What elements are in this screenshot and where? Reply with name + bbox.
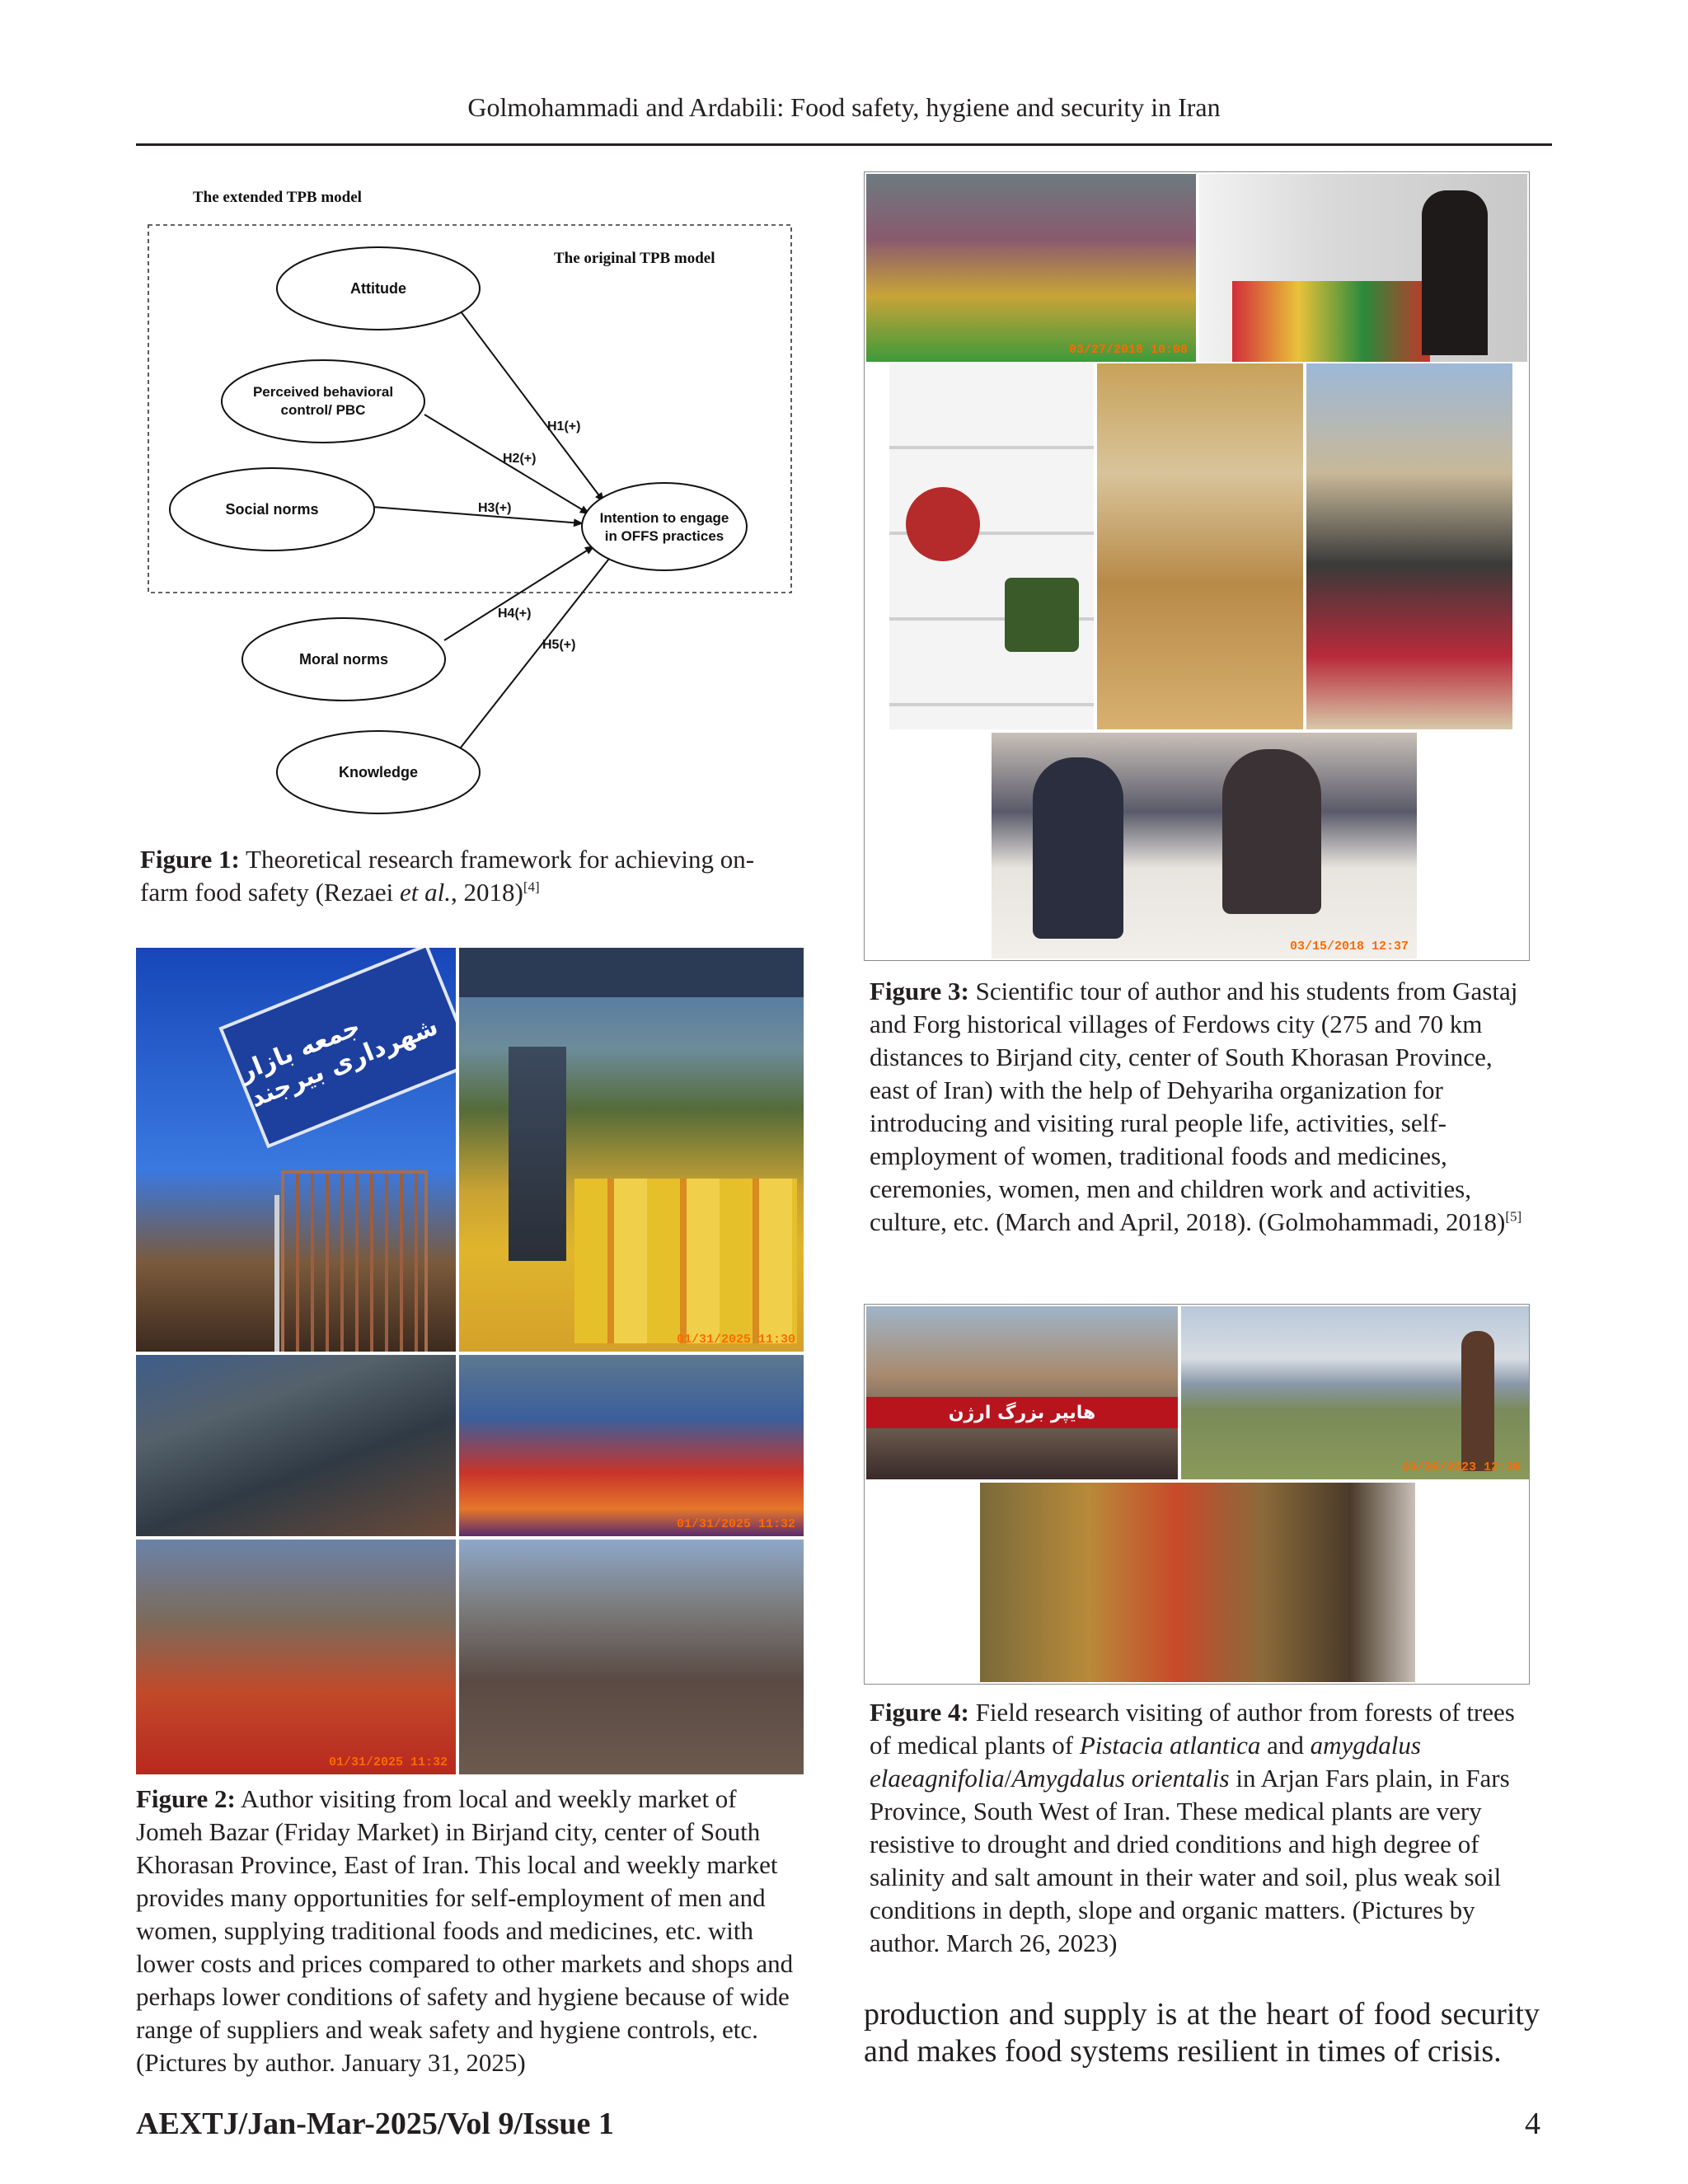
photo-shop-front bbox=[866, 1306, 1178, 1479]
market-gate bbox=[281, 1170, 428, 1352]
arrow-h4 bbox=[444, 546, 593, 640]
photo-vegetables bbox=[459, 1355, 804, 1536]
photo-traditional-foods bbox=[1097, 363, 1303, 729]
photo-seeds-sacks bbox=[980, 1483, 1415, 1682]
market-sign-board bbox=[218, 948, 456, 1148]
node-intention bbox=[582, 483, 747, 570]
figure1-caption bbox=[140, 843, 799, 909]
original-model-title: The original TPB model bbox=[554, 250, 715, 267]
figure1-caption-ref: [4] bbox=[523, 879, 540, 895]
figure2-caption-label: Figure 2: bbox=[136, 1784, 236, 1813]
figure4-caption-text4: in Arjan Fars plain, in Fars Province, South West of Iran. These medical plants are very resistive to drought and dried conditions and high degree of salinity and salt amount in their water and soil, plus weak soil conditions in depth, slope and organic matters. (Pictures by author. March 26, 2023) bbox=[870, 1764, 1510, 1957]
photo-forest-plain bbox=[1181, 1306, 1529, 1479]
shop-sign-board bbox=[866, 1397, 1178, 1428]
figure4-collage bbox=[864, 1304, 1530, 1685]
stamp-fig2-a: 01/31/2025 11:30 bbox=[676, 1333, 795, 1347]
node-pbc bbox=[222, 360, 424, 443]
body-paragraph: production and supply is at the heart of food security and makes food systems resilient in times of crisis. bbox=[864, 1997, 1540, 2069]
header-rule bbox=[136, 143, 1552, 146]
photo-herbs-vendor bbox=[136, 1355, 456, 1536]
photo-dates-stalls bbox=[459, 1540, 804, 1774]
photo-market-sign bbox=[136, 948, 456, 1352]
label-attitude: Attitude bbox=[350, 280, 406, 297]
stall-roof bbox=[459, 948, 804, 997]
hyp-h2: H2(+) bbox=[503, 452, 537, 466]
hyp-h4: H4(+) bbox=[498, 607, 532, 621]
woman-a bbox=[1033, 757, 1123, 939]
figure2-caption-text: Author visiting from local and weekly market of Jomeh Bazar (Friday Market) in Birjand city, center of South Khorasan Province, East of Iran. This local and weekly market provides many opportunities for self-employment of men and women, supplying traditional foods and medicines, etc. with lower costs and prices compared to other markets and shops and perhaps lower conditions of safety and hygiene because of wide range of suppliers and weak safety and hygiene controls, etc. (Pictures by author. January 31, 2025) bbox=[136, 1784, 794, 2077]
figure4-caption-italic1: Pistacia atlantica bbox=[1079, 1731, 1261, 1760]
stamp-fig3-a: 03/27/2018 10:08 bbox=[1068, 343, 1188, 357]
figure4-caption-label: Figure 4: bbox=[870, 1698, 969, 1727]
stamp-fig3-b: 03/15/2018 12:37 bbox=[1289, 940, 1409, 954]
figure1-caption-text2: , 2018) bbox=[451, 878, 523, 907]
figure4-caption-text3: / bbox=[1004, 1764, 1012, 1793]
extended-model-title: The extended TPB model bbox=[193, 189, 362, 206]
label-intention-1: Intention to engage bbox=[599, 510, 729, 526]
figure1-caption-label: Figure 1: bbox=[140, 845, 240, 874]
photo-foods-table bbox=[1199, 174, 1527, 362]
footer-page-number: 4 bbox=[1525, 2107, 1540, 2141]
author-in-field bbox=[1461, 1331, 1494, 1471]
market-sign-text: جمعه بازار شهرداری بیرجند bbox=[235, 1011, 443, 1114]
food-display bbox=[1232, 281, 1430, 362]
figure4-caption-text2: and bbox=[1260, 1731, 1311, 1760]
hyp-h3: H3(+) bbox=[478, 501, 512, 515]
container-label-a bbox=[906, 487, 980, 561]
arrow-h1 bbox=[461, 312, 603, 501]
sign-pole bbox=[274, 1195, 279, 1352]
label-pbc-2: control/ PBC bbox=[280, 402, 366, 418]
label-pbc-1: Perceived behavioral bbox=[252, 384, 394, 400]
figure3-collage bbox=[864, 171, 1530, 961]
footer-journal: AEXTJ/Jan-Mar-2025/Vol 9/Issue 1 bbox=[136, 2107, 614, 2141]
arrow-h3 bbox=[373, 507, 582, 523]
woman-standing bbox=[1422, 190, 1488, 355]
container-herbs bbox=[1005, 578, 1079, 652]
label-knowledge: Knowledge bbox=[338, 764, 419, 780]
fruit-crates bbox=[574, 1179, 797, 1343]
author-standing bbox=[509, 1047, 566, 1261]
label-intention-2: in OFFS practices bbox=[604, 528, 724, 544]
photo-women-weaving bbox=[866, 174, 1196, 362]
figure2-caption bbox=[136, 1783, 808, 2079]
tpb-model-svg bbox=[142, 177, 808, 828]
figure4-caption-italic2: amygdalus elaeagnifolia bbox=[870, 1731, 1421, 1793]
stamp-fig4: 03/26/2023 12:30 bbox=[1401, 1460, 1521, 1474]
figure2-collage bbox=[136, 948, 804, 1774]
label-social-norms: Social norms bbox=[225, 501, 319, 518]
figure3-caption-ref: [5] bbox=[1505, 1208, 1522, 1225]
stamp-fig2-b: 01/31/2025 11:32 bbox=[676, 1517, 795, 1531]
figure1-caption-text1: Theoretical research framework for achieving on-farm food safety (Rezaei bbox=[140, 845, 755, 907]
photo-tomatoes bbox=[136, 1540, 456, 1774]
figure1-caption-italic: et al. bbox=[400, 878, 452, 907]
figure3-caption-label: Figure 3: bbox=[870, 977, 969, 1005]
photo-bread-making bbox=[992, 733, 1417, 958]
label-moral-norms: Moral norms bbox=[298, 651, 389, 668]
stamp-fig2-c: 01/31/2025 11:32 bbox=[328, 1755, 448, 1769]
photo-herb-containers bbox=[889, 363, 1094, 729]
figure1-diagram bbox=[142, 177, 808, 828]
shop-sign-text: هایپر بزرگ ارژن bbox=[948, 1402, 1096, 1423]
woman-b bbox=[1222, 749, 1321, 914]
hyp-h1: H1(+) bbox=[547, 419, 581, 434]
figure3-caption-text: Scientific tour of author and his students from Gastaj and Forg historical villages of Ferdows city (275 and 70 km distances to Birjand city, center of South Khorasan Province, east of Iran) with the help of Dehyariha organization for introducing and visiting rural people life, activities, self-employment of women, traditional foods and medicines, ceremonies, women, men and children work and activities, culture, etc. (March and April, 2018). (Golmohammadi, 2018) bbox=[870, 977, 1518, 1236]
figure4-caption bbox=[870, 1696, 1529, 1960]
photo-fruit-stalls bbox=[459, 948, 804, 1352]
photo-ceremony-procession bbox=[1306, 363, 1512, 729]
running-header: Golmohammadi and Ardabili: Food safety, hygiene and security in Iran bbox=[467, 92, 1221, 122]
figure4-caption-italic3: Amygdalus orientalis bbox=[1011, 1764, 1230, 1793]
hyp-h5: H5(+) bbox=[542, 638, 576, 652]
figure4-caption-text1: Field research visiting of author from forests of trees of medical plants of bbox=[870, 1698, 1515, 1760]
figure3-caption bbox=[870, 975, 1529, 1239]
